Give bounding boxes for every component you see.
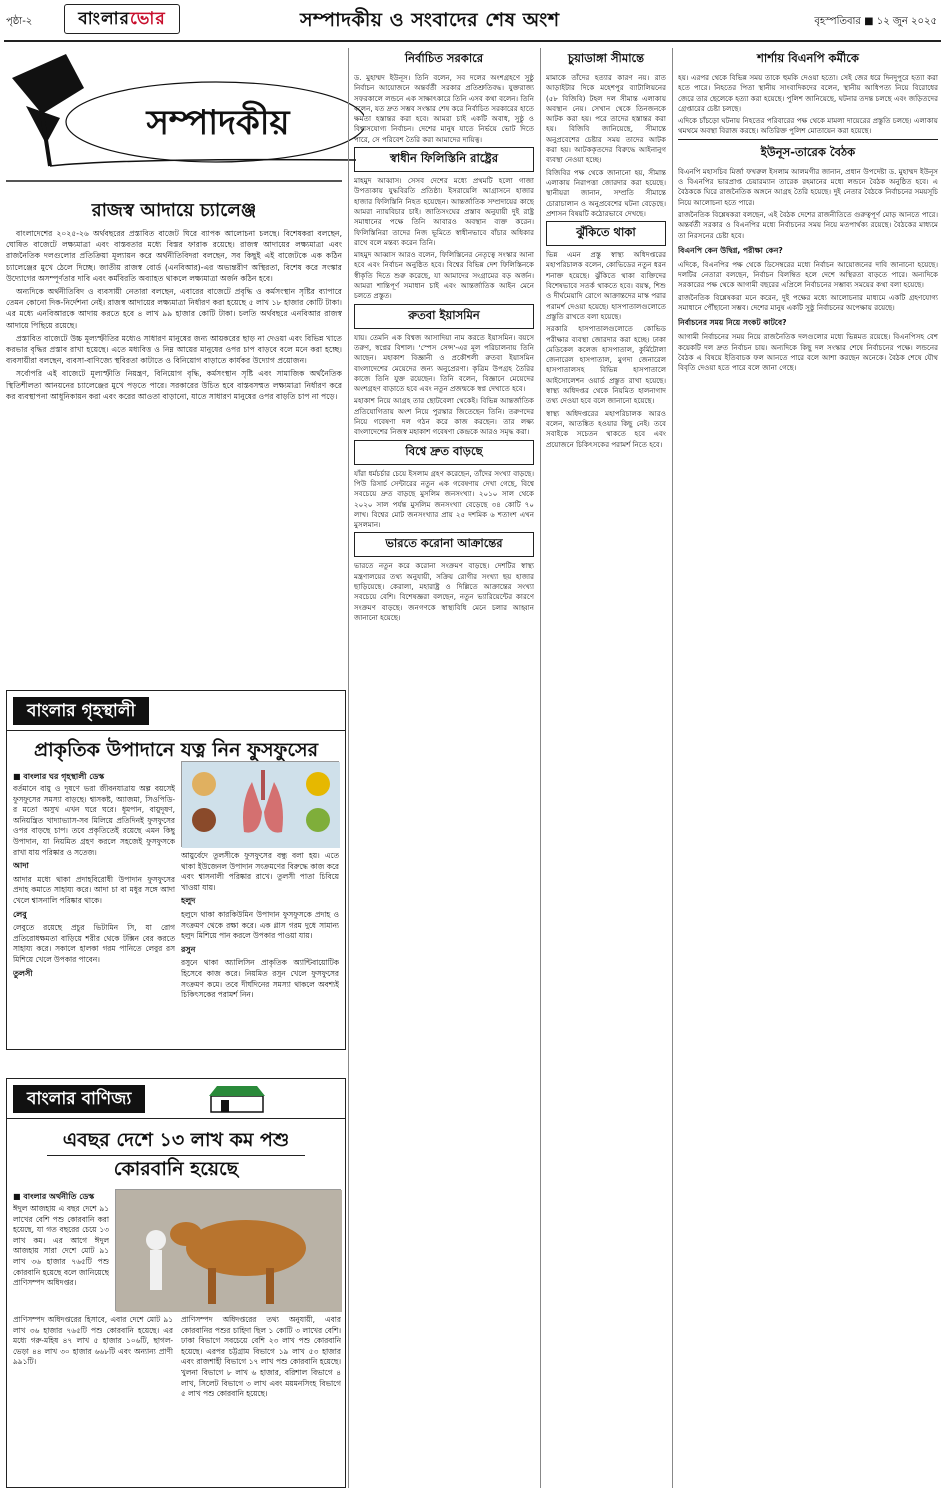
column-rule	[348, 48, 349, 1488]
article-subhead: নির্বাচনের সময় নিয়ে সংকট কাটবে?	[678, 318, 787, 328]
article-paragraph: মাহমুদ আব্বাস। সেসব দেশের মধ্যে প্রথমটি হলো গাজা উপত্যকায় যুদ্ধবিরতি প্রতিষ্ঠা। ইসরায়েলি আগ্রাসনে হাজার হাজার ফিলিস্তিনি নিহত হয়েছেন। আন্তর্জাতিক সম্প্রদায়ের কাছে আমরা ন্যায়বিচার চাই। জাতিসংঘের প্রস্তাব অনুযায়ী দুই রাষ্ট্র সমাধানের পক্ষে তিনি আবারও অবস্থান ব্যক্ত করেন। ফিলিস্তিনিরা তাদের নিজ ভূমিতে স্বাধীনভাবে বাঁচার অধিকার রাখে বলে মন্তব্য করেন তিনি।	[354, 176, 534, 247]
article-paragraph: যাঁরা ধর্মচর্চার চেয়ে ইসলাম গ্রহণ করেছেন, তাঁদের সংখ্যা বাড়ছে। পিউ রিসার্চ সেন্টারের নতুন এক গবেষণায় দেখা গেছে, বিশ্বে সবচেয়ে দ্রুত বাড়ছে মুসলিম জনসংখ্যা। ২০১০ সাল থেকে ২০২০ সাল পর্যন্ত মুসলিম জনসংখ্যা বেড়েছে ৩৪ কোটি ৭০ লাখ। বিশ্বের মোট জনসংখ্যার প্রায় ২৫ দশমিক ৬ শতাংশ এখন মুসলমান।	[354, 468, 534, 530]
headline-chuadanga-border[interactable]: চুয়াডাঙ্গা সীমান্তে	[567, 51, 645, 65]
household-section-label: বাংলার গৃহস্থালী	[13, 697, 149, 725]
article-paragraph: যায়। তেমনি এক বিশ্বজ আসাদিয়া নাম করতে ইয়াসমিন। বয়সে তরুণ, স্বপ্নের বিশাল। 'স্পেস সেন্স'-এর মূল পরিচালনায় তিনি আছেন। মহাকাশ বিজ্ঞানী ও প্রকৌশলী রুতবা ইয়াসমিন বাংলাদেশের মেয়েদের জন্য অনুপ্রেরণা। কৃত্রিম উপগ্রহ তৈরির কাজে তিনি যুক্ত রয়েছেন। তিনি বলেন, বিজ্ঞানে মেয়েদের অংশগ্রহণ বাড়াতে হবে এবং নতুন প্রজন্মকে স্বপ্ন দেখাতে হবে।	[354, 332, 534, 394]
logo-part-b: ভোর	[129, 9, 166, 29]
editorial-paragraph: অন্যদিকে অর্থনীতিবিদ ও ব্যবসায়ী নেতারা বলছেন, এবারের বাজেটে প্রবৃদ্ধি ও কর্মসংস্থান সৃষ্টির ব্যাপারে তেমন কোনো দিক-নির্দেশনা নেই। রাজস্ব আদায়ের লক্ষ্যমাত্রা নির্ধারণ করা হয়েছে ৫ লাখ ১৮ হাজার কোটি টাকা। এর মধ্যে এনবিআরকে আদায় করতে হবে ৪ লাখ ৯৯ হাজার কোটি টাকা। চলতি অর্থবছরে এনবিআর রাজস্ব আদায়ে পিছিয়ে রয়েছে।	[6, 287, 342, 330]
editorial-title: রাজস্ব আদায়ে চ্যালেঞ্জ	[91, 200, 257, 221]
commerce-col-a	[13, 1191, 109, 1311]
household-paragraph: বর্তমানে বায়ু ও দূষণে ভরা জীবনযাত্রায় অল্প বয়সেই ফুসফুসের সমস্যা বাড়ছে। শ্বাসকষ্ট, অ্যাজমা, সিওপিডি-র মতো অসুখ এখন ঘরে ঘরে। ধূমপান, বায়ুদূষণ, অনিয়ন্ত্রিত খাদ্যাভ্যাস-সব মিলিয়ে প্রতিদিনই ফুসফুসের ওপর বাড়ছে চাপ। তবে প্রকৃতিতেই রয়েছে এমন কিছু উপাদান, যা নিয়মিত গ্রহণ করলে সহজেই ফুসফুসকে রাখা যায় পরিষ্কার ও সতেজ।	[13, 784, 175, 857]
editorial-banner-text: সম্পাদকীয়	[146, 103, 290, 143]
article-paragraph: বিজিবির পক্ষ থেকে জানানো হয়, সীমান্ত এলাকায় নিরাপত্তা জোরদার করা হয়েছে। স্থানীয়রা জানান, সম্প্রতি সীমান্তে চোরাচালান ও অনুপ্রবেশের ঘটনা বেড়েছে। প্রশাসন বিষয়টি কঠোরভাবে দেখছে।	[546, 167, 666, 218]
household-subhead: হলুদ	[181, 896, 196, 906]
household-paragraph: রসুনে থাকা অ্যালিসিন প্রাকৃতিক অ্যান্টিবায়োটিক হিসেবে কাজ করে। নিয়মিত রসুন খেলে ফুসফুসের সংক্রমণ কমে। তবে দীর্ঘদিনের সমস্যা থাকলে অবশ্যই চিকিৎসকের পরামর্শ নিন।	[181, 958, 339, 1000]
editorial-paragraph: প্রস্তাবিত বাজেটে উচ্চ মূল্যস্ফীতির মধ্যেও সাধারণ মানুষের জন্য আয়করের ছাড় না দেওয়া এবং বিভিন্ন খাতে করভার বৃদ্ধির প্রস্তাব রাখা হয়েছে। এতে মধ্যবিত্ত ও নিম্ন আয়ের মানুষের ওপর চাপ বাড়বে বলে মনে করা হচ্ছে। ব্যবসায়ীরা বলছেন, ব্যবসা-বাণিজ্যে স্থবিরতা কাটাতে ও বিনিয়োগ বাড়াতে কার্যকর উদ্যোগ প্রয়োজন।	[6, 333, 342, 366]
article-paragraph: হয়। এরপর থেকে বিভিন্ন সময় তাকে হুমকি দেওয়া হতো। সেই জের ধরে দিনদুপুরে হত্যা করা হতে পারে। নিহতের পিতা স্থানীয় সাংবাদিকদের বলেন, স্থানীয় আধিপত্য নিয়ে বিরোধের জেরে তার ছেলেকে হত্যা করা হয়েছে। পুলিশ জানিয়েছে, ঘটনার তদন্ত চলছে এবং জড়িতদের গ্রেপ্তারের চেষ্টা চলছে।	[678, 73, 938, 113]
commerce-box	[6, 1078, 346, 1488]
news-column-3	[678, 48, 938, 1488]
commerce-paragraph: ঈদুল আজহায় এ বছর দেশে ৯১ লাখের বেশি পশু কোরবানি করা হয়েছে, যা গত বছরের চেয়ে ১৩ লাখ কম। এর আগে ঈদুল আজহায় সারা দেশে মোট ৯১ লাখ ৩৬ হাজার ৭৬৫টি পশু কোরবানি হয়েছে বলে জানিয়েছে প্রাণিসম্পদ অধিদপ্তর।	[13, 1204, 109, 1288]
newspaper-logo[interactable]	[64, 4, 180, 34]
cattle-photo	[115, 1189, 341, 1311]
headline-india-corona[interactable]: ভারতে করোনা আক্রান্তের	[354, 532, 534, 557]
household-subhead: তুলসী	[13, 968, 33, 978]
household-headline: প্রাকৃতিক উপাদানে যত্ন নিন ফুসফুসের	[33, 739, 319, 761]
household-col-a	[13, 771, 175, 1043]
headline-yunus-tarek-meeting[interactable]: ইউনূস-তারেক বৈঠক	[678, 139, 938, 163]
headline-at-risk[interactable]: ঝুঁকিতে থাকা	[546, 221, 666, 246]
article-paragraph: এদিকে, বিএনপির পক্ষ থেকে ডিসেম্বরের মধ্যে নির্বাচন আয়োজনের দাবি জানানো হয়েছে। দলটির নেতারা বলছেন, নির্বাচন বিলম্বিত হলে দেশে অস্থিরতা বাড়তে পারে। অন্যদিকে সরকারের পক্ষ থেকে আগামী বছরের এপ্রিলে নির্বাচনের সম্ভাব্য সময়ের কথা বলা হয়েছে।	[678, 259, 938, 290]
headline-world-growing[interactable]: বিশ্বে দ্রুত বাড়ছে	[354, 440, 534, 465]
editorial-body	[6, 228, 342, 668]
household-byline: ■ বাংলার ঘর গৃহস্থালী ডেস্ক	[13, 772, 105, 781]
headline-palestine-state[interactable]: স্বাধীন ফিলিস্তিনি রাষ্ট্রের	[354, 147, 534, 172]
article-paragraph: ড. মুহাম্মদ ইউনূস। তিনি বলেন, সব দলের অংশগ্রহণে সুষ্ঠু নির্বাচন আয়োজনে অন্তর্বর্তী সরকার প্রতিশ্রুতিবদ্ধ। যুক্তরাজ্য সফরকালে লন্ডনে এক সাক্ষাৎকারে তিনি এসব কথা বলেন। তিনি বলেন, যত দ্রুত সম্ভব সংস্কার শেষ করে নির্বাচিত সরকারের হাতে ক্ষমতা হস্তান্তর করা হবে। আমরা চাই একটি অবাধ, সুষ্ঠু ও বিশ্বাসযোগ্য নির্বাচন। দেশের মানুষ যাতে নির্ভয়ে ভোট দিতে পারে, সে পরিবেশ তৈরি করা আমাদের দায়িত্ব।	[354, 73, 534, 144]
section-title: সম্পাদকীয় ও সংবাদের শেষ অংশ	[300, 9, 560, 31]
article-paragraph: স্বাস্থ্য অধিদপ্তরের মহাপরিচালক আরও বলেন, আতঙ্কিত হওয়ার কিছু নেই। তবে সবাইকে সচেতন থাকতে হবে এবং প্রয়োজনে চিকিৎসকের পরামর্শ নিতে হবে।	[546, 408, 666, 449]
page-number: পৃষ্ঠা-২	[6, 16, 33, 27]
commerce-col-c	[181, 1315, 341, 1483]
article-paragraph: রাজনৈতিক বিশ্লেষকরা বলছেন, এই বৈঠক দেশের রাজনীতিতে গুরুত্বপূর্ণ মোড় আনতে পারে। অন্তর্বর্তী সরকার ও বিএনপির মধ্যে নির্বাচনের সময় নিয়ে মতপার্থক্য রয়েছে। বৈঠকের মাধ্যমে তা নিরসনের চেষ্টা হবে।	[678, 209, 938, 240]
article-paragraph: ভিন্ন এমন প্রস্তু স্বাস্থ্য অধিদপ্তরের মহাপরিচালক বলেন, কোভিডের নতুন ধরন শনাক্ত হয়েছে। ঝুঁকিতে থাকা ব্যক্তিদের বিশেষভাবে সতর্ক থাকতে হবে। বয়স্ক, শিশু ও দীর্ঘমেয়াদি রোগে আক্রান্তদের মাস্ক পরার পরামর্শ দেওয়া হয়েছে। হাসপাতালগুলোতে প্রস্তুতি রাখতে বলা হয়েছে।	[546, 250, 666, 321]
article-paragraph: এদিকে চাঁচড়ো ঘটনায় নিহতের পরিবারের পক্ষ থেকে মামলা দায়েরের প্রস্তুতি চলছে। এলাকায় থমথমে অবস্থা বিরাজ করছে। অতিরিক্ত পুলিশ মোতায়েন করা হয়েছে।	[678, 116, 938, 136]
household-section-head	[7, 691, 345, 731]
commerce-byline: ■ বাংলার অর্থনীতি ডেস্ক	[13, 1192, 95, 1201]
household-subhead: রসুন	[181, 944, 196, 954]
commerce-section-label: বাংলার বাণিজ্য	[13, 1085, 145, 1113]
household-box	[6, 690, 346, 1050]
article-paragraph: ভারতে নতুন করে করোনা সংক্রমণ বাড়ছে। দেশটির স্বাস্থ্য মন্ত্রণালয়ের তথ্য অনুযায়ী, সক্রিয় রোগীর সংখ্যা ছয় হাজার ছাড়িয়েছে। কেরালা, মহারাষ্ট্র ও দিল্লিতে আক্রান্তের সংখ্যা সবচেয়ে বেশি। বিশেষজ্ঞরা বলছেন, নতুন ভ্যারিয়েন্টের কারণে সংক্রমণ বাড়ছে। জনগণকে স্বাস্থ্যবিধি মেনে চলার আহ্বান জানানো হয়েছে।	[354, 561, 534, 622]
household-col-b	[181, 851, 339, 1043]
article-paragraph: রাজনৈতিক বিশ্লেষকরা মনে করেন, দুই পক্ষের মধ্যে আলোচনার মাধ্যমে একটি গ্রহণযোগ্য সমাধানে পৌঁছানো সম্ভব। দেশের মানুষ একটি সুষ্ঠু নির্বাচনের অপেক্ষায় রয়েছে।	[678, 292, 938, 313]
article-paragraph: সরকারি হাসপাতালগুলোতে কোভিড পরীক্ষার ব্যবস্থা জোরদার করা হচ্ছে। ঢাকা মেডিকেল কলেজ হাসপাতাল, কুর্মিটোলা জেনারেল হাসপাতাল, মুগদা জেনারেল হাসপাতালসহ বিভিন্ন হাসপাতালে আইসোলেশন ওয়ার্ড প্রস্তুত রাখা হয়েছে। স্বাস্থ্য অধিদপ্তর থেকে নিয়মিত হালনাগাদ তথ্য দেওয়া হবে বলে জানানো হয়েছে।	[546, 324, 666, 406]
header-rule	[4, 40, 941, 42]
lungs-icon	[182, 762, 340, 848]
household-paragraph: হলুদে থাকা কারকিউমিন উপাদান ফুসফুসকে প্রদাহ ও সংক্রমণ থেকে রক্ষা করে। এক গ্লাস গরম দুধে সামান্য হলুদ মিশিয়ে পান করলে উপকার পাওয়া যায়।	[181, 909, 339, 941]
commerce-paragraph: প্রাণিসম্পদ অধিদপ্তরের তথ্য অনুযায়ী, এবার কোরবানির পশুর চাহিদা ছিল ১ কোটি ৩ লাখের বেশি। ঢাকা বিভাগে সবচেয়ে বেশি ২৩ লাখ পশু কোরবানি হয়েছে। এরপর চট্টগ্রাম বিভাগে ১৯ লাখ ৫৩ হাজার এবং রাজশাহী বিভাগে ১৭ লাখ পশু কোরবানি হয়েছে। খুলনা বিভাগে ৮ লাখ ৬ হাজার, বরিশাল বিভাগে ৪ লাখ, সিলেট বিভাগে ৩ লাখ এবং ময়মনসিংহ বিভাগে ৫ লাখ পশু কোরবানি হয়েছে।	[181, 1315, 341, 1399]
household-paragraph: লেবুতে রয়েছে প্রচুর ভিটামিন সি, যা রোগ প্রতিরোধক্ষমতা বাড়িয়ে শরীর থেকে টক্সিন বের করতে সাহায্য করে। সকালে হালকা গরম পানিতে লেবুর রস মিশিয়ে খেলে উপকার পাবেন।	[13, 923, 175, 964]
household-paragraph: আয়ুর্বেদে তুলসীকে ফুসফুসের বন্ধু বলা হয়। এতে থাকা ইউজেনল উপাদান সংক্রমণের বিরুদ্ধে কাজ করে এবং শ্বাসনালী পরিষ্কার রাখে। তুলসী পাতা চিবিয়ে খাওয়া যায়।	[181, 851, 339, 892]
commerce-paragraph: প্রাণিসম্পদ অধিদপ্তরের হিসাবে, এবার দেশে মোট ৯১ লাখ ৩৬ হাজার ৭৬৫টি পশু কোরবানি হয়েছে। এর মধ্যে গরু-মহিষ ৪৭ লাখ ৫ হাজার ১০৬টি, ছাগল-ভেড়া ৪৪ লাখ ৩০ হাজার ৬৬৮টি এবং অন্যান্য প্রাণী ৯৯১টি।	[13, 1315, 173, 1367]
household-subhead: লেবু	[13, 909, 27, 919]
headline-rutba-yasmin[interactable]: রুতবা ইয়াসমিন	[354, 304, 534, 329]
news-column-1	[354, 48, 534, 1488]
article-paragraph: মাহমুদ আব্বাস আরও বলেন, ফিলিস্তিনের নেতৃত্বে সংস্কার আনা হবে এবং নির্বাচন অনুষ্ঠিত হবে। বিশ্বের বিভিন্ন দেশ ফিলিস্তিনকে স্বীকৃতি দিতে শুরু করেছে, যা আমাদের সংগ্রামের বড় অর্জন। আমরা শান্তিপূর্ণ সমাধান চাই এবং আন্তর্জাতিক আইন মেনে চলতে প্রস্তুত।	[354, 250, 534, 301]
column-rule	[540, 48, 541, 1488]
article-paragraph: আগামী নির্বাচনের সময় নিয়ে রাজনৈতিক দলগুলোর মধ্যে ভিন্নমত রয়েছে। বিএনপিসহ বেশ কয়েকটি দল দ্রুত নির্বাচন চায়। অন্যদিকে কিছু দল সংস্কার শেষে নির্বাচনের পক্ষে। লন্ডনের বৈঠক এ বিষয়ে ইতিবাচক ফল আনতে পারে বলে আশা করছেন অনেকে। বৈঠক শেষে যৌথ বিবৃতি দেওয়া হতে পারে বলে জানা গেছে।	[678, 332, 938, 373]
article-paragraph: মামাকে তাঁদের হত্যার কারণ নয়। রাত আড়াইটার দিকে মহেশপুর ব্যাটালিয়নের (৫৮ বিজিবি) টহল দল সীমান্ত এলাকায় অবস্থান নেয়। সেখান থেকে তিনজনকে আটক করা হয়। পরে তাদের হস্তান্তর করা হয়। বিজিবি জানিয়েছে, সীমান্তে অনুপ্রবেশের চেষ্টার সময় তাদের আটক করা হয়। আটককৃতদের বিরুদ্ধে আইনানুগ ব্যবস্থা নেওয়া হচ্ছে।	[546, 73, 666, 165]
article-subhead: বিএনপি কেন উদ্বিগ্ন, পরীক্ষা কেন?	[678, 245, 783, 255]
household-paragraph: আদার মধ্যে থাকা প্রদাহবিরোধী উপাদান ফুসফুসের প্রদাহ কমাতে সাহায্য করে। আদা চা বা মধুর সঙ্গে আদা খেলে শ্বাসনালি পরিষ্কার থাকে।	[13, 874, 175, 905]
commerce-col-b	[13, 1315, 173, 1483]
editorial-paragraph: সর্বোপরি এই বাজেটে মূল্যস্ফীতি নিয়ন্ত্রণ, বিনিয়োগ বৃদ্ধি, কর্মসংস্থান সৃষ্টি এবং সামাজিক অর্থনৈতিক স্থিতিশীলতা আনয়নের চ্যালেঞ্জের মুখে পড়তে পারে। সরকারের উচিত হবে বাস্তবসম্মত লক্ষ্যমাত্রা নির্ধারণ করে কর ব্যবস্থাপনা আধুনিকায়ন করা এবং করের আওতা বাড়ানো, যাতে সাধারণ মানুষের ওপর বাড়তি চাপ না পড়ে।	[6, 369, 342, 401]
news-column-2	[546, 48, 666, 1488]
headline-sharsha-bnp-worker[interactable]: শার্শায় বিএনপি কর্মীকে	[757, 51, 859, 65]
editorial-banner	[6, 48, 364, 172]
editorial-rule	[6, 180, 342, 182]
logo-part-a: বাংলার	[78, 9, 130, 29]
commerce-headline-line2: কোরবানি হয়েছে	[47, 1155, 305, 1182]
lungs-illustration	[181, 761, 339, 847]
article-paragraph: মহাকাশ নিয়ে আগ্রহ তার ছোটবেলা থেকেই। বিভিন্ন আন্তর্জাতিক প্রতিযোগিতায় অংশ নিয়ে পুরস্কার জিতেছেন তিনি। তরুণদের নিয়ে গবেষণা দল গঠন করে কাজ করছেন। তার লক্ষ্য বাংলাদেশের নিজস্ব মহাকাশ গবেষণা কেন্দ্রকে আরও সমৃদ্ধ করা।	[354, 396, 534, 437]
commerce-headline-line1: এবছর দেশে ১৩ লাখ কম পশু	[62, 1129, 290, 1151]
article-paragraph: বিএনপি মহাসচিব মির্জা ফখরুল ইসলাম আলমগীর জানান, প্রধান উপদেষ্টা ড. মুহাম্মদ ইউনূস ও বিএনপির ভারপ্রাপ্ত চেয়ারম্যান তারেক রহমানের মধ্যে লন্ডনে বৈঠক অনুষ্ঠিত হবে। এ বৈঠককে ঘিরে রাজনৈতিক অঙ্গনে আগ্রহ তৈরি হয়েছে। দুই নেতার বৈঠকে নির্বাচনের সময়সূচি নিয়ে আলোচনা হতে পারে।	[678, 166, 938, 207]
commerce-section-head	[7, 1079, 345, 1119]
cow-icon	[116, 1190, 342, 1312]
household-subhead: আদা	[13, 861, 29, 871]
publication-date: বৃহস্পতিবার ■ ১২ জুন ২০২৫	[814, 16, 937, 27]
market-stall-icon	[207, 1084, 267, 1114]
pen-nib-icon	[6, 48, 364, 172]
masthead	[0, 0, 945, 44]
editorial-paragraph: বাংলাদেশের ২০২৫-২৬ অর্থবছরের প্রস্তাবিত বাজেট ঘিরে ব্যাপক আলোচনা চলছে। বিশেষকরা বলছেন, ঘোষিত বাজেটে লক্ষ্যমাত্রা এবং বাস্তবতার মধ্যে বিস্তর ফারাক রয়েছে। রাজস্ব আদায়ের লক্ষ্যমাত্রা এবং রাজনৈতিক দলগুলোর প্রতিক্রিয়া মূল্যায়ন করে অর্থনীতিবিদরা বলছেন, সব কিছুই এই বাজেটকে এক কঠিন চ্যালেঞ্জের মুখে ঠেলে দিচ্ছে। জাতীয় রাজস্ব বোর্ড (এনবিআর)-এর অভ্যন্তরীণ অস্থিরতা, বিশেষ করে সংস্কার উদ্যোগের অসম্পূর্ণতার দাবি এবং কর্মবিরতি অব্যাহত থাকলে লক্ষ্যমাত্রা অর্জন কঠিন হবে।	[6, 229, 342, 283]
headline-elected-government[interactable]: নির্বাচিত সরকারে	[404, 51, 484, 65]
column-rule	[672, 48, 673, 1488]
